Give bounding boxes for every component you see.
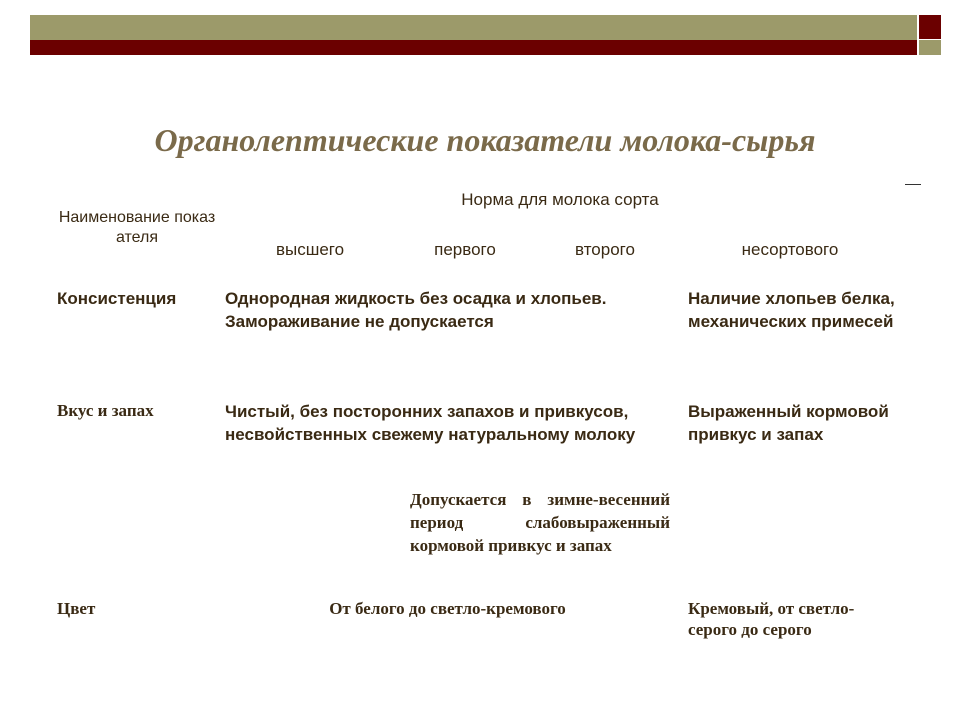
corner-square-olive — [919, 40, 941, 55]
row-taste-ungraded: Выраженный кормовой привкус и запах — [688, 402, 889, 444]
row-taste-note: Допускается в зимне-весенний период слабовыраженный кормовой привкус и запах — [410, 490, 670, 555]
header-grade-second: второго — [575, 240, 635, 259]
row-consistency-name: Консистенция — [57, 289, 177, 308]
header-band-maroon — [30, 40, 917, 55]
header-grade-highest: высшего — [275, 240, 345, 259]
row-consistency-grades: Однородная жидкость без осадка и хлопьев. Замораживание не допускается — [225, 289, 607, 331]
row-colour-grades: От белого до светло-кремового — [329, 599, 566, 618]
row-taste-name: Вкус и запах — [57, 401, 154, 420]
header-name-col: Наименование показателя — [58, 209, 216, 246]
row-colour-name: Цвет — [57, 599, 96, 618]
row-colour-ungraded: Кремовый, от светло-серого до серого — [688, 599, 855, 639]
divider-tick — [905, 184, 921, 185]
corner-square-maroon — [919, 15, 941, 39]
header-band-olive — [30, 15, 917, 40]
slide-title: Органолептические показатели молока-сырья — [154, 122, 816, 158]
header-grade-ungraded: несортового — [741, 240, 839, 259]
row-taste-grades: Чистый, без посторонних запахов и привкусов, несвойственных свежему натуральному молоку — [225, 402, 636, 444]
header-grade-first: первого — [434, 240, 496, 259]
row-consistency-ungraded: Наличие хлопьев белка, механических примесей — [688, 289, 895, 331]
header-norm-group: Норма для молока сорта — [461, 190, 659, 209]
